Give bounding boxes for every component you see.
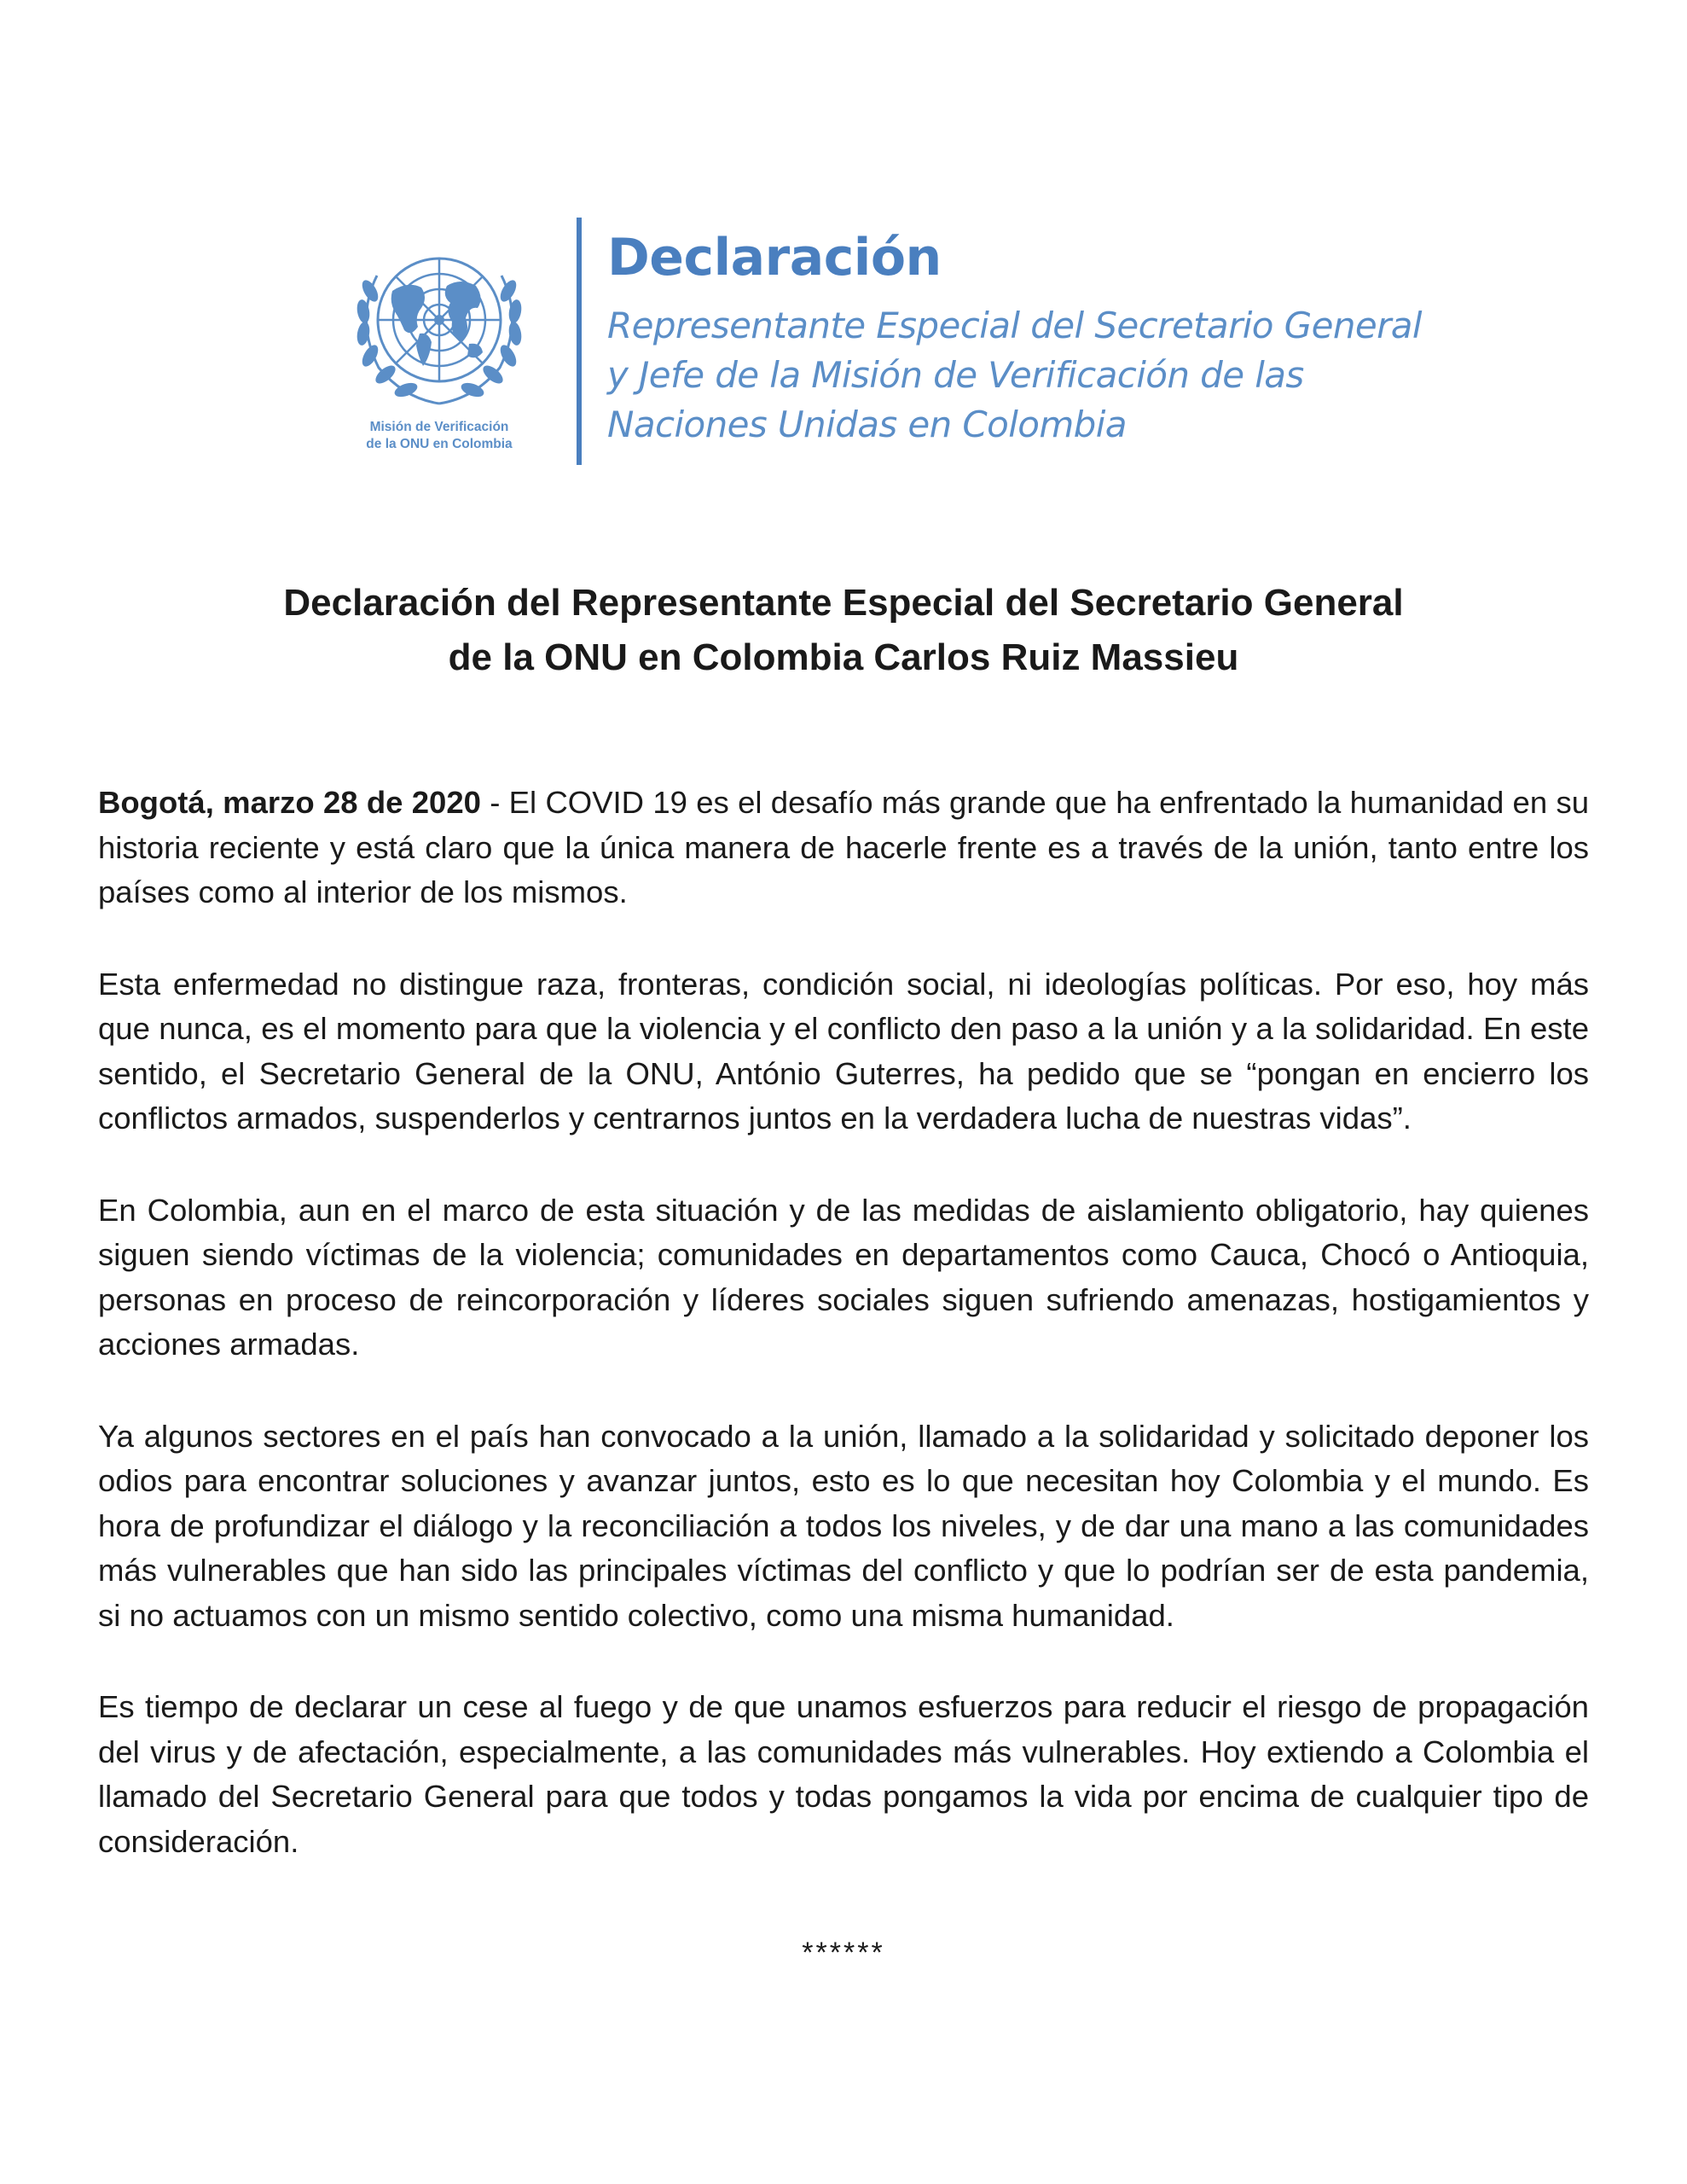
paragraph-1 — [98, 781, 1589, 915]
letterhead-subtitle-line3: Naciones Unidas en Colombia — [607, 404, 1127, 445]
mission-caption-line2: de la ONU en Colombia — [366, 437, 513, 451]
statement-heading-line2: de la ONU en Colombia Carlos Ruiz Massieu — [448, 636, 1239, 678]
dateline: Bogotá, marzo 28 de 2020 — [98, 785, 481, 820]
statement-body — [98, 781, 1589, 1911]
mission-caption — [333, 419, 546, 453]
closing-mark: ****** — [802, 1937, 885, 1969]
letterhead-divider — [577, 218, 582, 465]
paragraph-4: Ya algunos sectores en el país han convocado a la unión, llamado a la solidaridad y solicitado deponer los odios para encontrar soluciones y avanzar juntos, esto es lo que necesitan hoy Colombia y el mundo. Es hora de profundizar el diálogo y la reconciliación a todos los niveles, y de dar una mano a las comunidades más vulnerables que han sido las principales víctimas del conflicto y que lo podrían ser de esta pandemia, si no actuamos con un mismo sentido colectivo, como una misma humanidad. — [98, 1418, 1589, 1633]
statement-heading-line1: Declaración del Representante Especial del Secretario General — [283, 582, 1404, 624]
un-emblem-icon — [333, 224, 546, 421]
letterhead-subtitle-line2: y Jefe de la Misión de Verificación de las — [607, 354, 1304, 396]
paragraph-2: Esta enfermedad no distingue raza, fronteras, condición social, ni ideologías políticas. Por eso, hoy más que nunca, es el momento para que la violencia y el conflicto den paso a la unión y a la solidaridad. En este sentido, el Secretario General de la ONU, António Guterres, ha pedido que se “pongan en encierro los conflictos armados, suspenderlos y centrarnos juntos en la verdadera lucha de nuestras vidas”. — [98, 966, 1589, 1136]
letterhead-subtitle-line1: Representante Especial del Secretario General — [607, 305, 1422, 346]
paragraph-5: Es tiempo de declarar un cese al fuego y de que unamos esfuerzos para reducir el riesgo de propagación del virus y de afectación, especialmente, a las comunidades más vulnerables. Hoy extiendo a Colombia el llamado del Secretario General para que todos y todas pongamos la vida por encima de cualquier tipo de consideración. — [98, 1689, 1589, 1859]
statement-heading — [128, 576, 1559, 685]
letterhead-title: Declaración — [607, 228, 942, 288]
mission-caption-line1: Misión de Verificación — [369, 420, 509, 434]
letterhead — [333, 218, 1422, 473]
letterhead-subtitle — [607, 301, 1422, 450]
paragraph-1-text: - El COVID 19 es el desafío más grande que ha enfrentado la humanidad en su historia reciente y está claro que la única manera de hacerle frente es a través de la unión, tanto entre los países como al interior de los mismos. — [98, 785, 1589, 909]
un-emblem-block — [333, 224, 546, 463]
paragraph-3: En Colombia, aun en el marco de esta situación y de las medidas de aislamiento obligatorio, hay quienes siguen siendo víctimas de la violencia; comunidades en departamentos como Cauca, Chocó o Antioquia, personas en proceso de reincorporación y líderes sociales siguen sufriendo amenazas, hostigamientos y acciones armadas. — [98, 1192, 1589, 1362]
